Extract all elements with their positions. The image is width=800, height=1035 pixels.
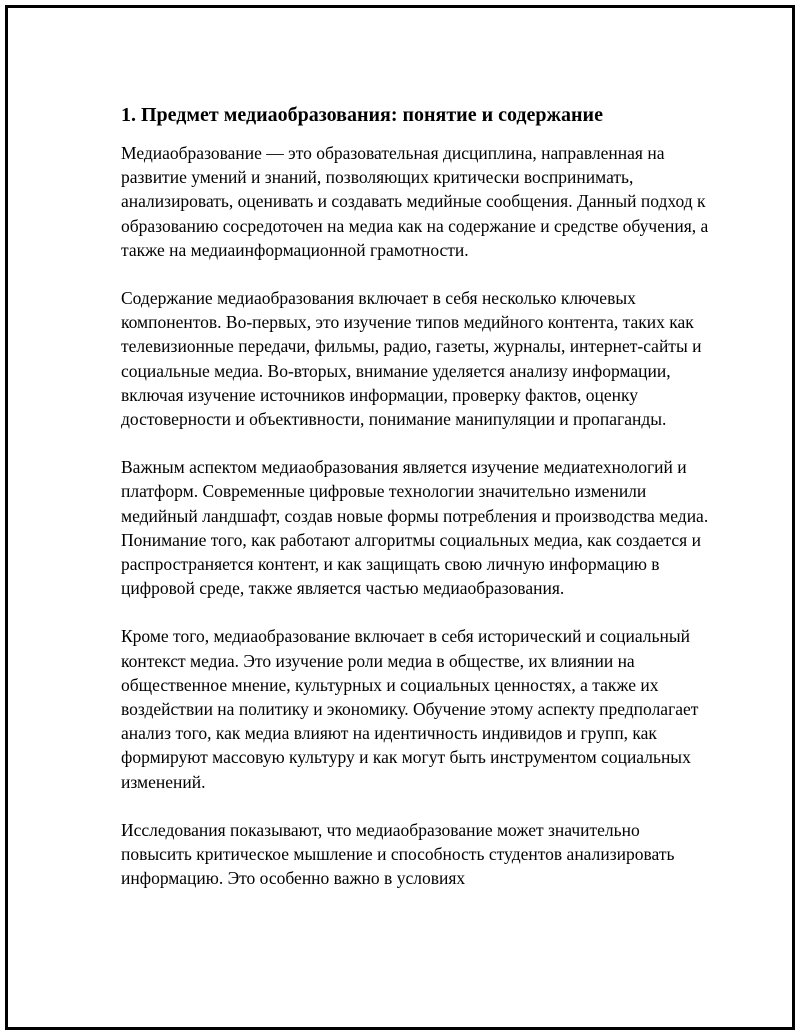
- paragraph-media-technologies: Важным аспектом медиаобразования является изучение медиатехнологий и платформ. Современные цифровые технологии значительно изменили медийный ландшафт, создав новые формы потребления и производства медиа. Понимание того, как работают алгоритмы социальных медиа, как создается и распространяется контент, и как защищать свою личную информацию в цифровой среде, также является частью медиаобразования.: [121, 457, 709, 599]
- document-body: [121, 103, 711, 914]
- page-frame: [5, 5, 795, 1030]
- paragraph-definition: Медиаобразование — это образовательная дисциплина, направленная на развитие умений и знаний, позволяющих критически воспринимать, анализировать, оценивать и создавать медийные сообщения. Данный подход к образованию сосредоточен на медиа как на содержание и средстве обучения, а также на медиаинформационной грамотности.: [121, 143, 709, 260]
- paragraph-content-components: Содержание медиаобразования включает в себя несколько ключевых компонентов. Во-первых, это изучение типов медийного контента, таких как телевизионные передачи, фильмы, радио, газеты, журналы, интернет-сайты и социальные медиа. Во-вторых, внимание уделяется анализу информации, включая изучение источников информации, проверку фактов, оценку достоверности и объективности, понимание манипуляции и пропаганды.: [121, 288, 702, 430]
- paragraph-historical-context: Кроме того, медиаобразование включает в себя исторический и социальный контекст медиа. Это изучение роли медиа в обществе, их влиянии на общественное мнение, культурных и социальных ценностях, а также их воздействии на политику и экономику. Обучение этому аспекту предполагает анализ того, как медиа влияют на идентичность индивидов и групп, как формируют массовую культуру и как могут быть инструментом социальных изменений.: [121, 626, 699, 792]
- section-heading: 1. Предмет медиаобразования: понятие и содержание: [121, 104, 603, 126]
- paragraph-research: Исследования показывают, что медиаобразование может значительно повысить критическое мышление и способность студентов анализировать информацию. Это особенно важно в условиях: [121, 819, 675, 889]
